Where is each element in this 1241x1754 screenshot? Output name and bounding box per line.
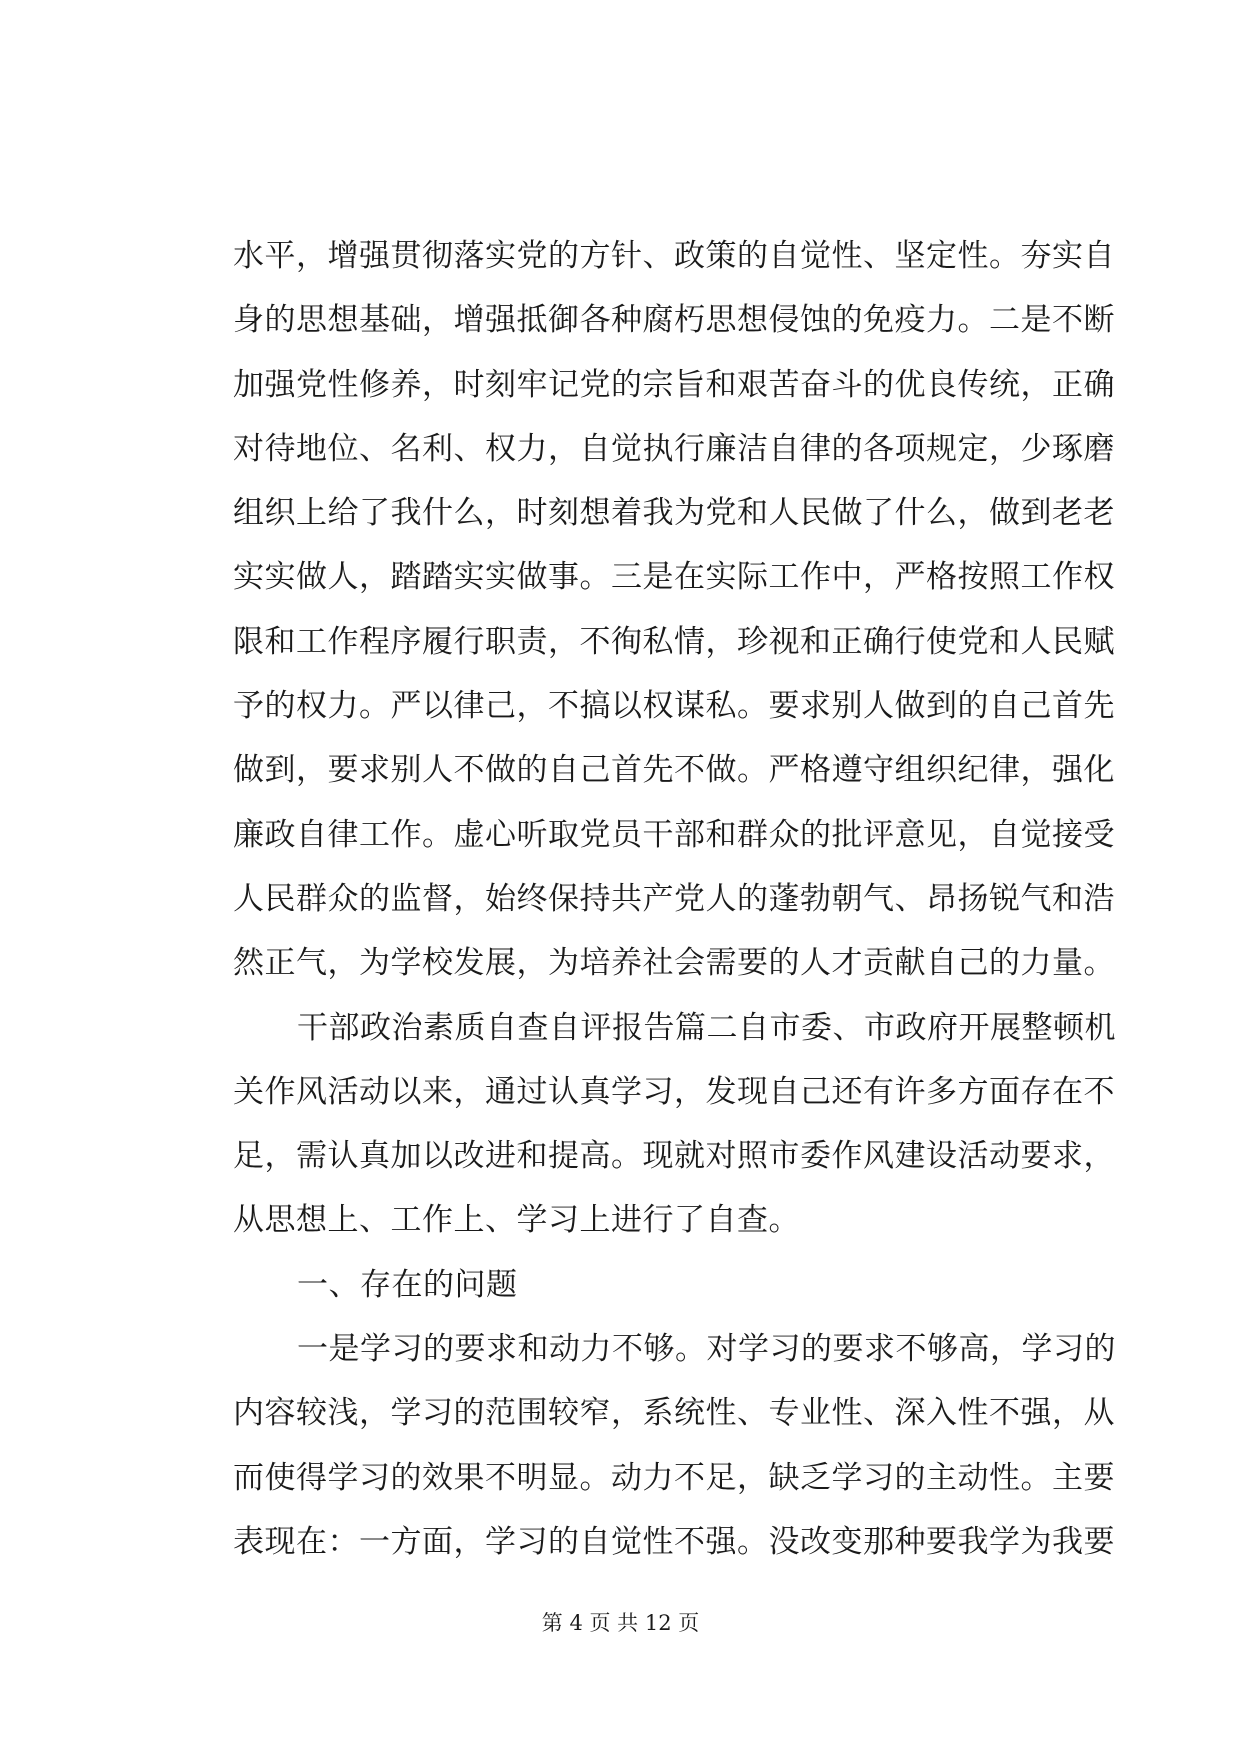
text-line: 加强党性修养，时刻牢记党的宗旨和艰苦奋斗的优良传统，正确	[233, 366, 1115, 403]
text-line: 关作风活动以来，通过认真学习，发现自己还有许多方面存在不	[233, 1073, 1115, 1110]
text-line: 然正气，为学校发展，为培养社会需要的人才贡献自己的力量。	[233, 945, 1115, 982]
page-number-footer: 第 4 页 共 12 页	[541, 1611, 700, 1635]
paragraph-start-line: 一是学习的要求和动力不够。对学习的要求不够高，学习的	[297, 1331, 1116, 1368]
text-line: 而使得学习的效果不明显。动力不足，缺乏学习的主动性。主要	[233, 1459, 1115, 1496]
document-body	[233, 224, 1116, 1574]
text-line: 水平，增强贯彻落实党的方针、政策的自觉性、坚定性。夯实自	[233, 238, 1115, 274]
text-line: 限和工作程序履行职责，不徇私情，珍视和正确行使党和人民赋	[233, 623, 1115, 660]
text-line: 足，需认真加以改进和提高。现就对照市委作风建设活动要求，	[233, 1138, 1115, 1175]
text-line: 对待地位、名利、权力，自觉执行廉洁自律的各项规定，少琢磨	[233, 430, 1115, 467]
section-heading: 一、存在的问题	[297, 1266, 518, 1303]
text-line: 从思想上、工作上、学习上进行了自查。	[233, 1202, 800, 1239]
text-line: 身的思想基础，增强抵御各种腐朽思想侵蚀的免疫力。二是不断	[233, 302, 1115, 339]
text-line: 内容较浅，学习的范围较窄，系统性、专业性、深入性不强，从	[233, 1395, 1115, 1432]
text-line: 实实做人，踏踏实实做事。三是在实际工作中，严格按照工作权	[233, 559, 1115, 596]
text-line: 廉政自律工作。虚心听取党员干部和群众的批评意见，自觉接受	[233, 816, 1115, 853]
text-line: 组织上给了我什么，时刻想着我为党和人民做了什么，做到老老	[233, 495, 1115, 532]
text-line: 做到，要求别人不做的自己首先不做。严格遵守组织纪律，强化	[233, 752, 1115, 789]
paragraph-start-line: 干部政治素质自查自评报告篇二自市委、市政府开展整顿机	[297, 1009, 1116, 1046]
text-line: 予的权力。严以律己，不搞以权谋私。要求别人做到的自己首先	[233, 688, 1115, 725]
text-line: 人民群众的监督，始终保持共产党人的蓬勃朝气、昂扬锐气和浩	[233, 880, 1115, 917]
text-line: 表现在：一方面，学习的自觉性不强。没改变那种要我学为我要	[233, 1523, 1115, 1560]
